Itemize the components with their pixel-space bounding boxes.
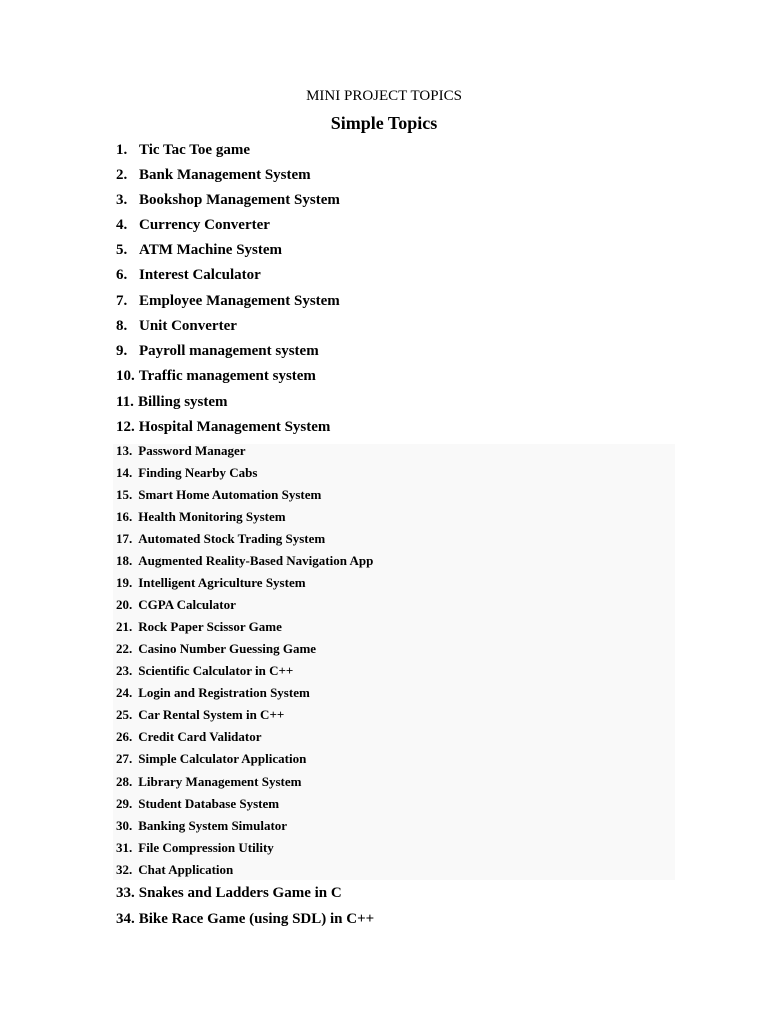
list-item: [116, 393, 228, 412]
list-item: [116, 796, 279, 812]
list-item-number: 6.: [116, 267, 128, 283]
list-item-number: 16.: [116, 509, 133, 524]
list-item-number: 31.: [116, 840, 133, 855]
list-item: [116, 575, 306, 591]
list-item-number: 3.: [116, 192, 128, 208]
list-item: [116, 685, 310, 701]
list-item-label: Currency Converter: [139, 217, 270, 233]
list-item: [116, 619, 282, 635]
list-item-number: 2.: [116, 167, 128, 183]
list-item-label: Car Rental System in C++: [138, 707, 285, 722]
list-item-number: 23.: [116, 663, 133, 678]
list-item-label: Banking System Simulator: [138, 818, 288, 833]
list-item-number: 9.: [116, 343, 128, 359]
list-item-label: Billing system: [137, 394, 228, 410]
list-item-number: 17.: [116, 531, 133, 546]
list-item-number: 14.: [116, 465, 133, 480]
list-item-label: Chat Application: [138, 862, 234, 877]
list-item-number: 4.: [116, 217, 128, 233]
list-item-number: 7.: [116, 293, 128, 309]
list-item: [116, 663, 293, 679]
list-item-number: 19.: [116, 575, 133, 590]
list-item-label: Rock Paper Scissor Game: [138, 619, 282, 634]
list-item-number: 8.: [116, 318, 128, 334]
list-item-number: 26.: [116, 729, 133, 744]
list-item-number: 34.: [116, 911, 135, 927]
list-item-number: 20.: [116, 597, 133, 612]
list-item-label: Snakes and Ladders Game in C: [138, 885, 342, 901]
section-heading: Simple Topics: [330, 113, 438, 133]
list-item-label: Library Management System: [138, 774, 302, 789]
list-item-number: 5.: [116, 242, 128, 258]
list-item: [116, 241, 282, 260]
list-item: [116, 509, 286, 525]
list-item-number: 18.: [116, 553, 133, 568]
list-item: [116, 216, 270, 235]
list-item-number: 25.: [116, 707, 133, 722]
list-item-label: Password Manager: [138, 443, 246, 458]
list-item-label: Tic Tac Toe game: [139, 142, 250, 158]
list-item-number: 27.: [116, 751, 133, 766]
list-item-number: 32.: [116, 862, 133, 877]
list-item-label: Credit Card Validator: [138, 729, 262, 744]
list-item: [116, 191, 340, 210]
list-item-number: 21.: [116, 619, 133, 634]
list-item-label: Hospital Management System: [138, 419, 331, 435]
list-item-label: Intelligent Agriculture System: [138, 575, 306, 590]
list-item: [116, 751, 306, 767]
list-item-number: 29.: [116, 796, 133, 811]
list-item-label: Health Monitoring System: [138, 509, 286, 524]
list-item-number: 30.: [116, 818, 133, 833]
list-item-label: Employee Management System: [139, 293, 340, 309]
list-item-label: Finding Nearby Cabs: [138, 465, 258, 480]
list-item: [116, 774, 301, 790]
list-item: [116, 862, 233, 878]
page-title: MINI PROJECT TOPICS: [306, 88, 462, 104]
list-item-label: Bookshop Management System: [139, 192, 340, 208]
list-item: [116, 418, 330, 437]
list-item-label: Traffic management system: [138, 368, 316, 384]
list-item-number: 24.: [116, 685, 133, 700]
list-item: [116, 266, 261, 285]
list-item-number: 11.: [116, 394, 134, 410]
list-item: [116, 910, 374, 929]
list-item: [116, 317, 237, 336]
list-item-label: Interest Calculator: [139, 267, 261, 283]
list-item-label: Smart Home Automation System: [138, 487, 322, 502]
list-item-label: Bank Management System: [139, 167, 311, 183]
list-item-label: ATM Machine System: [139, 242, 283, 258]
list-item-label: Simple Calculator Application: [138, 751, 307, 766]
list-item-number: 10.: [116, 368, 135, 384]
list-item: [116, 465, 257, 481]
list-item-number: 1.: [116, 142, 128, 158]
list-item-label: Student Database System: [138, 796, 280, 811]
list-item-label: Casino Number Guessing Game: [138, 641, 317, 656]
list-item-label: CGPA Calculator: [138, 597, 236, 612]
list-item-number: 13.: [116, 443, 133, 458]
list-item: [116, 141, 250, 160]
list-item-number: 15.: [116, 487, 133, 502]
list-item: [116, 597, 236, 613]
list-item-label: Unit Converter: [139, 318, 237, 334]
list-item-label: Augmented Reality-Based Navigation App: [138, 553, 374, 568]
list-item: [116, 367, 316, 386]
list-item-number: 12.: [116, 419, 135, 435]
list-item-label: Bike Race Game (using SDL) in C++: [138, 911, 375, 927]
list-item: [116, 818, 287, 834]
list-item: [116, 553, 373, 569]
list-item: [116, 729, 262, 745]
list-item-label: Automated Stock Trading System: [138, 531, 326, 546]
list-item: [116, 342, 319, 361]
list-item-number: 33.: [116, 885, 135, 901]
list-item: [116, 641, 316, 657]
list-item-number: 28.: [116, 774, 133, 789]
list-item: [116, 166, 311, 185]
list-item: [116, 707, 284, 723]
list-item-label: Login and Registration System: [138, 685, 310, 700]
list-item-label: Payroll management system: [139, 343, 319, 359]
list-item-label: Scientific Calculator in C++: [138, 663, 294, 678]
list-item-number: 22.: [116, 641, 133, 656]
list-item: [116, 443, 246, 459]
list-item: [116, 292, 340, 311]
list-item: [116, 840, 274, 856]
list-item: [116, 531, 325, 547]
list-item: [116, 884, 342, 903]
list-item: [116, 487, 321, 503]
list-item-label: File Compression Utility: [138, 840, 274, 855]
